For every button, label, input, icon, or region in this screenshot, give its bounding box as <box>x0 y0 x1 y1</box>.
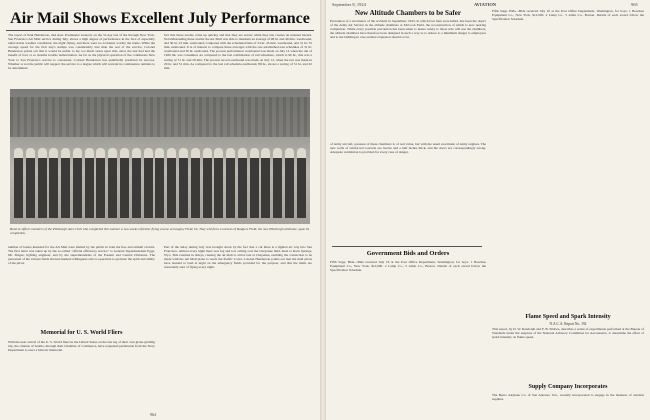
page-number-left: 964 <box>150 412 156 417</box>
journal-name: AVIATION <box>474 2 497 7</box>
issue-date: September 8, 1924 <box>332 2 366 7</box>
body-column-right: Part of the delay during July was brought about by the fact that a cut there is a lighted air way into San Francisco. Almost every night there was fog and low ceiling over the Cheyenne field, must to Rock Springs, Wyo. This resulted in delays, causing the air mail to arrive late at Cheyenne, enabling the connection to be made with the Air Mail plane to reach the Pacific Coast. Colonel Henderson points out that the mail pilots have learned to land at night on the emergency fields provided for the purpose, and that the mails are reasonably sure of flying every night. <box>164 245 312 270</box>
bids-column: Fifth Supp. Bids—Bids received July 16 at the Post Office Department, Washington, for boys. 1 Bouchee Equipment Co., New York, $12,000. 2 Lamp Co., 5 Allan Co., Boston. Details of each award follow the Specification Schedule. <box>330 260 486 273</box>
left-page <box>0 0 320 420</box>
memorial-text: With the near arrival of the U. S. World fliers in the United States on the last leg of their own globe-girdling trip, the citizens of Seattle, through their Chamber of Commerce, have requested permission from the Navy Department to erect a historic memorial. <box>8 340 155 353</box>
bids-list-column: Fifth Supp. Bids—Bids received July 16 at the Post Office Department, Washington, for boys. 1 Bouchee Equipment Co., New York, $12,000. 2 Lamp Co., 5 Allan Co., Boston. Details of each award follow the Specification Schedule. <box>492 9 644 22</box>
group-photo <box>10 89 310 224</box>
right-page <box>326 0 650 420</box>
supply-text: The Bearo Airplane Co. of San Antonio, Tex., recently incorporated to engage in the business of aviation supplies. <box>492 393 644 402</box>
bids-heading: Government Bids and Orders <box>366 250 450 257</box>
page-number-right: 965 <box>631 2 638 7</box>
intro-column-right: fact that these storms come up quickly and that they are severe while they last creates an unusual hazard. Notwithstanding these storms the Air Mail was able to maintain an average of 98 hr. and 49 min. westbound, and 30 hr. 23 min. eastbound; compared with the scheduled time of 34 hr. 45 min. westbound, and 31 hr. 55 min. eastbound. It is of interest to compare these averages with the one established east schedules of 31 hr. westbound and 30 hr. eastbound. The poorest performance westbound was made on July 14 when the run of 1920 mi. was consumed. As compared to the last combination of rail schedules, which is 90 hr., this was a saving of 31 hr. and 29 min. The poorest record eastbound was made on July 12, when the run was made in 29 hr. and 51 min. As compared to the last rail schedule eastbound, 89 hr., shows a saving of 51 hr. and 22 min. <box>164 33 312 70</box>
officer-group <box>14 140 306 218</box>
title-rule <box>6 30 314 31</box>
article-title: Air Mail Shows Excellent July Performance <box>10 10 310 27</box>
altitude-heading: New Altitude Chambers to be Safer <box>355 9 461 17</box>
hangar-background <box>10 97 310 137</box>
section-rule <box>332 246 482 247</box>
flame-text: This report, by D. W. Randolph and F. B. Silsbee, describes a series of experiments performed at the Bureau of Standards under the auspices of the National Advisory Committee for Aeronautics, to determine the effect of spark intensity on flame speed. <box>492 327 644 340</box>
altitude-column-1: Prevention of a recurrence of the accident in September, 1923, in which four men were killed, has been the object of the Army Air Service in the altitude chambers at McCook Field, the reconstruction of which is now nearing completion. While every possible precaution has been taken to insure safety to those who will use the chambers, the altitude chambers have therefore been designed in such a way as to reduce to a minimum danger to employees and to the building in case another explosion should occur. <box>330 19 486 40</box>
altitude-column-2: of Army aircraft, pressure of these chambers is of real value, but with the usual exactitude of Army engines. The new walls of reinforced concrete are twelve and a half inches thick, and the doors are correspondingly strong. Adequate ventilation is provided for every case of danger. <box>330 142 486 155</box>
photo-caption: Reserve officer members of the Pittsburgh Aero Club who completed this summer a two weeks refresher flying course at Langley Field, Va. They will form a nucleus of Rodgers Field, the new Pittsburgh airdrome, upon its completion. <box>10 227 310 236</box>
memorial-heading: Memorial for U. S. World Fliers <box>40 330 123 336</box>
body-column-left: number of letters intended for the Air Mail were mailed by the public in both the free and airmail circuits. The first letter was taken up by the so-called "official efficiency service" to General Superintendent Egge, Mr. Magee, lighting engineer, and by the superintendents of the Eastern and Central Divisions. The personnel of the various fields showed marked willingness and co-operation to promote the spirit and ability of the pilots. <box>8 245 155 266</box>
flame-heading: Flame Speed and Spark Intensity <box>525 314 611 320</box>
supply-heading: Supply Company Incorporates <box>528 384 608 390</box>
flame-report-number: N.A.C.A. Report No. 192 <box>549 322 587 326</box>
intro-column-left: The report of Paul Henderson, 2nd Asst. Postmaster General, on the 31-day test of the through New York-San Francisco Air Mail service during July, shows a high degree of performance in the face of especially unfavorable weather conditions; the night flying, and there were no accidents worthy the name. While the average speed for the first day's stamps was considerably less than the rest of the service, Colonel Henderson points out that it would be unfair to lay too much stress upon this, since the test had had the benefit of four or so months trouble authorization. As far as the physical operation of the continuous New York to San Francisco service is concerned, Colonel Henderson has qualifiedly predicted its success. Whether or not the public will support the service to a degree which will warrant its continuance remains to be determined. <box>8 33 155 70</box>
